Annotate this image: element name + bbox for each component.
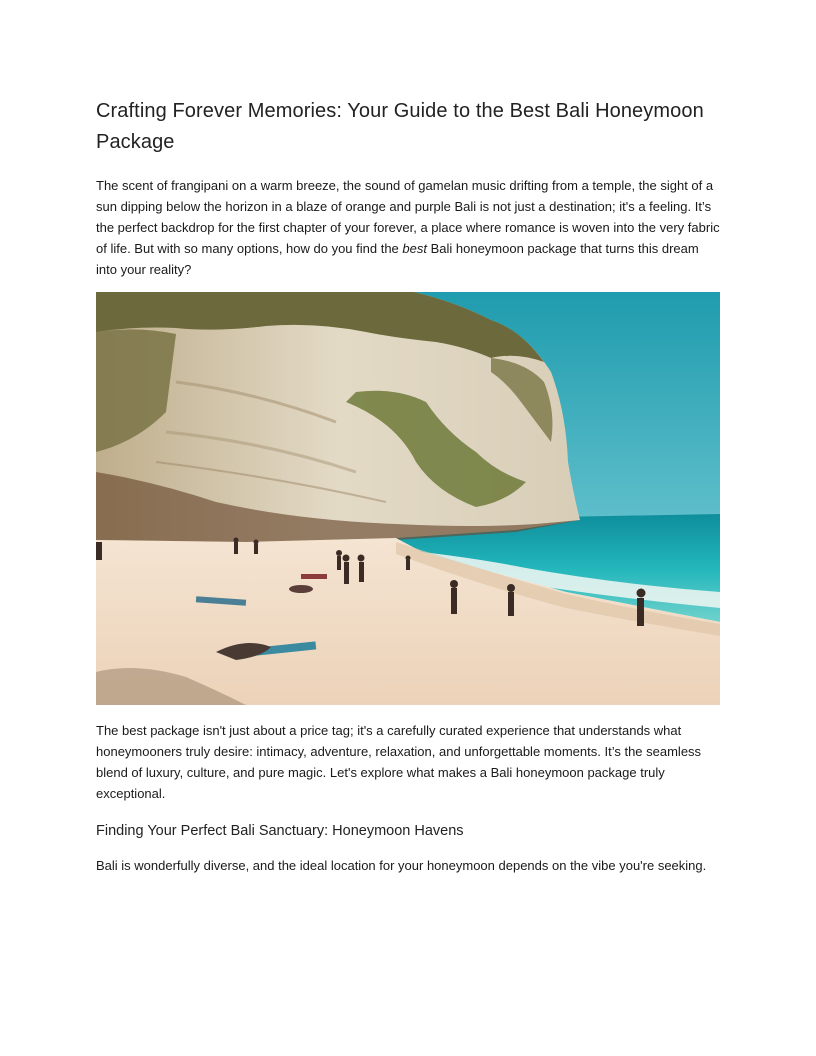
intro-emphasis: best — [402, 241, 427, 256]
intro-text-start: The scent of frangipani on a warm breeze, the sound of gamelan music drifting from a temple, the sight of a sun dipping below the horizon in a blaze of orange and purple Bali is not just a destination; it's a feeling. It’s the perfect backdrop for the first chapter of your forever, a place where romance is woven into the very fabric of life. But with so many options, how do you find the — [96, 178, 720, 256]
intro-paragraph — [96, 175, 720, 280]
body-paragraph-3: Bali is wonderfully diverse, and the ideal location for your honeymoon depends on the vibe you're seeking. — [96, 858, 707, 873]
article — [96, 96, 720, 876]
beach-cliff-photo — [96, 292, 720, 705]
section-heading: Finding Your Perfect Bali Sanctuary: Honeymoon Havens — [96, 823, 464, 839]
article-title: Crafting Forever Memories: Your Guide to the Best Bali Honeymoon Package — [96, 100, 704, 153]
intro-text-end: Bali honeymoon package that turns this dream into your reality? — [96, 241, 699, 277]
body-paragraph-2: The best package isn't just about a price tag; it's a carefully curated experience that understands what honeymooners truly desire: intimacy, adventure, relaxation, and unforgettable moments. It’s the seamless blend of luxury, culture, and pure magic. Let's explore what makes a Bali honeymoon package truly exceptional. — [96, 723, 702, 801]
